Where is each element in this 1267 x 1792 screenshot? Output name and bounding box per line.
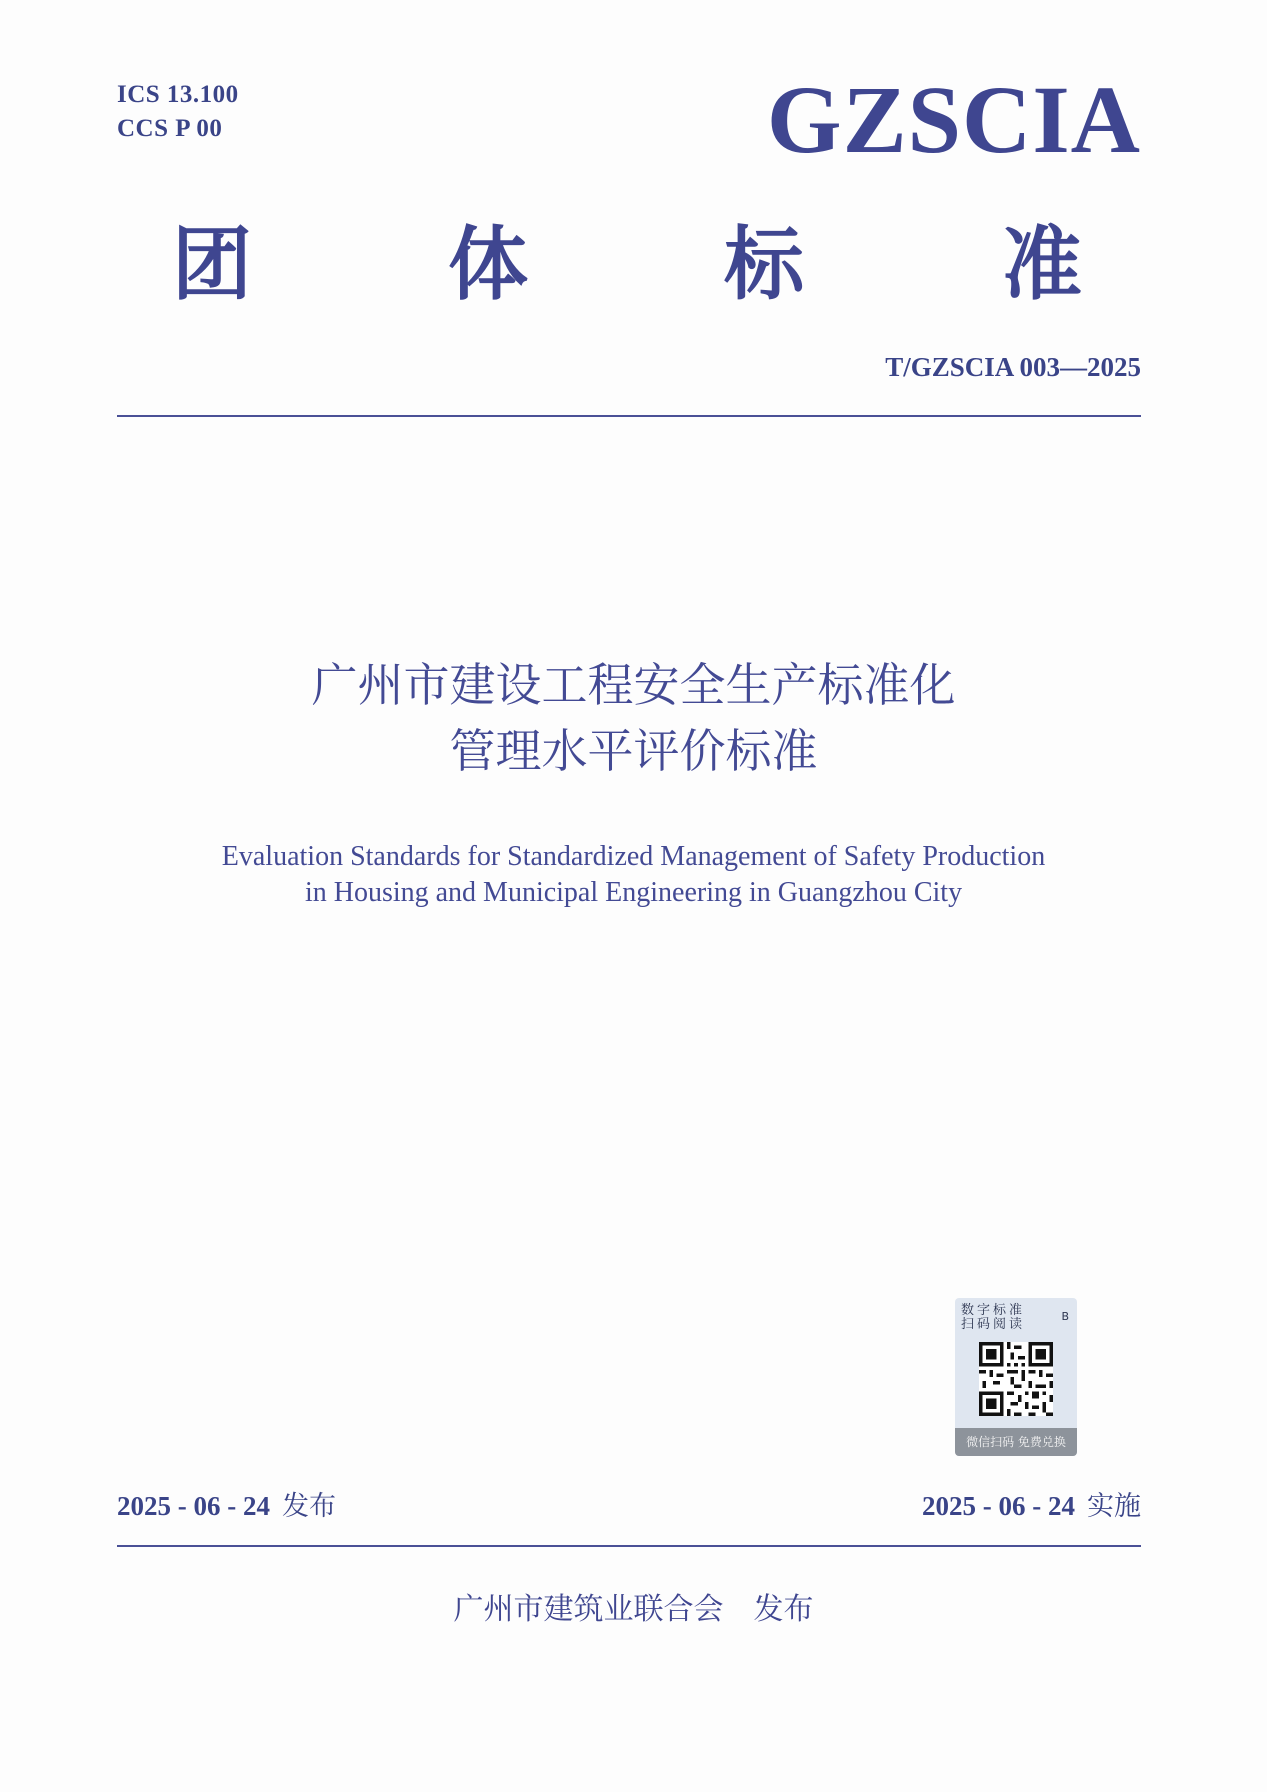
- qr-caption: [961, 1304, 1073, 1332]
- qr-badge: B: [1061, 1310, 1069, 1323]
- ccs-code: CCS P 00: [117, 115, 223, 142]
- qr-sticker[interactable]: [955, 1298, 1077, 1456]
- category-char: 团: [172, 218, 252, 311]
- issue-label: 发布: [281, 1491, 336, 1522]
- category-char: 准: [1002, 218, 1082, 311]
- publisher-line: [0, 1584, 1267, 1628]
- org-logo-text: GZSCIA: [766, 66, 1141, 173]
- category-char: 标: [724, 218, 804, 311]
- title-zh-line2: 管理水平评价标准: [449, 724, 818, 778]
- bottom-divider: [117, 1545, 1141, 1547]
- standard-number: T/GZSCIA 003—2025: [885, 352, 1141, 382]
- effective-date-line: [922, 1484, 1141, 1523]
- ics-code: ICS 13.100: [117, 81, 239, 108]
- classification-codes: [117, 78, 239, 146]
- effective-label: 实施: [1087, 1491, 1141, 1522]
- effective-date: 2025 - 06 - 24: [922, 1491, 1075, 1521]
- issue-date: 2025 - 06 - 24: [117, 1491, 270, 1521]
- issue-date-line: [117, 1484, 336, 1523]
- top-divider: [117, 415, 1141, 417]
- title-en-line1: Evaluation Standards for Standardized Management of Safety Production: [221, 841, 1046, 872]
- qr-footer: 微信扫码 免费兑换: [955, 1428, 1077, 1456]
- publisher-action: 发布: [753, 1592, 814, 1627]
- publisher-name: 广州市建筑业联合会: [453, 1592, 724, 1627]
- category-char: 体: [448, 218, 528, 311]
- title-en-line2: in Housing and Municipal Engineering in Guangzhou City: [304, 877, 963, 908]
- qr-caption-line2: 扫码阅读: [961, 1317, 1026, 1332]
- qr-code-icon[interactable]: [979, 1342, 1053, 1416]
- qr-caption-line1: 数字标准: [961, 1303, 1026, 1318]
- title-zh-line1: 广州市建设工程安全生产标准化: [311, 658, 956, 712]
